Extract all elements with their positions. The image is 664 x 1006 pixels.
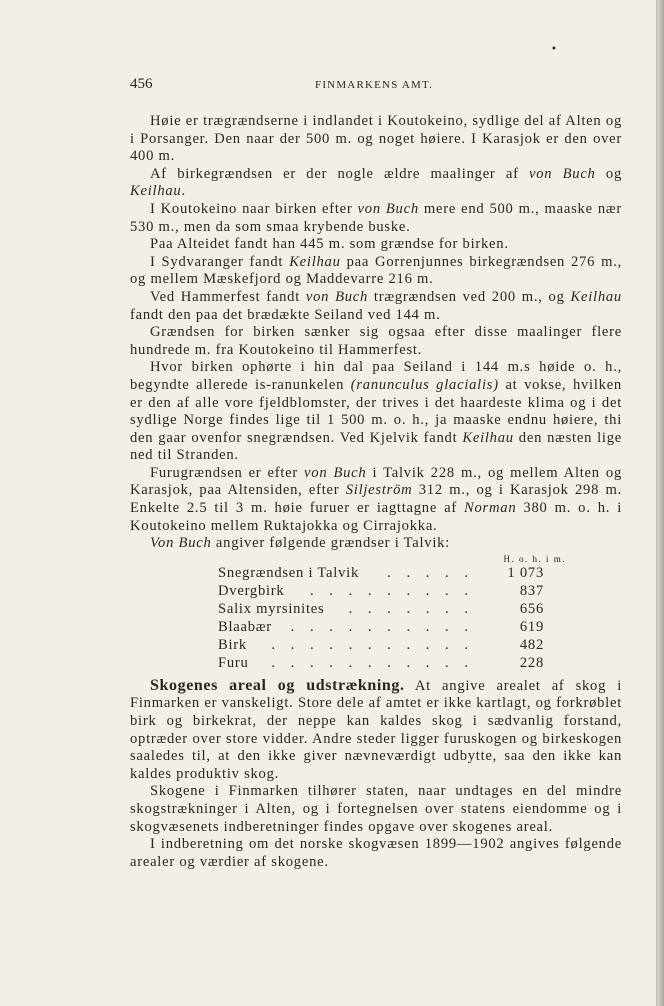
row-leader: . . . . . . . . . . .: [271, 654, 474, 671]
paragraph: Von Buch angiver følgende grændser i Talvik:: [150, 535, 451, 552]
row-leader: . . . . . . .: [348, 600, 474, 617]
italic-name: Norman: [464, 500, 517, 517]
table-row: [218, 637, 544, 655]
row-leader: . . . . . . . . . .: [290, 618, 474, 635]
italic-name: Keilhau: [289, 253, 341, 270]
italic-name: Siljeström: [345, 482, 413, 499]
body-text: [130, 113, 622, 871]
italic-name: Von Buch: [150, 535, 212, 552]
table-row: [218, 565, 544, 583]
paragraph: Grændsen for birken sænker sig ogsaa efter disse maalinger flere hundrede m. fra Koutokeino til Hammerfest.: [130, 324, 622, 358]
paragraph: Hvor birken ophørte i hin dal paa Seiland i 144 m.s høide o. h., begyndte allerede is-ranunkelen (ranunculus glacialis) at vokse, hvilken er den af alle vore fjeldblomster, der trives i det haardeste klima og i det sydlige Norge findes lige til 1 500 m. o. h., ja maaske endnu høiere, thi den gaar ovenfor snegrændsen. Ved Kjelvik fandt Keilhau den næsten lige ned til Stranden.: [130, 359, 622, 464]
row-name: Dvergbirk: [218, 582, 285, 599]
row-name: Snegrændsen i Talvik: [218, 564, 359, 581]
paragraph: Høie er trægrændserne i indlandet i Koutokeino, sydlige del af Alten og i Porsanger. Den naar der 500 m. og noget høiere. I Karasjok er den over 400 m.: [130, 113, 622, 165]
speck: •: [551, 44, 557, 55]
table-unit-header: H. o. h. i m.: [503, 553, 566, 564]
section: [130, 677, 622, 872]
paragraph: I Koutokeino naar birken efter von Buch mere end 500 m., maaske nær 530 m., men da som smaa krybende buske.: [130, 200, 622, 235]
running-title: FINMARKENS AMT.: [315, 79, 434, 91]
italic-name: von Buch: [305, 288, 369, 305]
row-name: Furu: [218, 654, 249, 671]
page-edge: [658, 0, 664, 1006]
paragraph: I Sydvaranger fandt Keilhau paa Gorrenjunnes birkegrændsen 276 m., og mellem Mæskefjord og Maddevarre 216 m.: [130, 253, 623, 288]
italic-name: (ranunculus glacialis): [350, 376, 499, 393]
row-leader: . . . . . . . . . . .: [271, 636, 474, 653]
italic-name: Keilhau: [130, 183, 182, 200]
row-leader: . . . . . . . . .: [309, 582, 474, 599]
row-leader: . . . . .: [387, 564, 474, 581]
paragraph: Skogenes areal og udstrækning. At angive arealet af skog i Finmarken er vanskeligt. Store dele af amtet er ikke kartlagt, og forkrøblet birk og birkekrat, der neppe kan kaldes skog i sædvanlig forstand, optræder over store vidder. Andre steder ligger furuskogen og birkeskogen saaledes til, at den ikke giver nævneværdigt udbytte, saa den ikke kan kaldes produktiv skog.: [130, 676, 623, 782]
paragraph: Skogene i Finmarken tilhører staten, naar undtages en del mindre skogstrækninger i Alten, og i fortegnelsen over statens eiendomme og i skogvæsenets indberetninger findes opgave over skogenes areal.: [130, 783, 622, 835]
row-value: 228: [519, 654, 544, 671]
table-row: [218, 583, 544, 601]
paragraph: Af birkegrændsen er der nogle ældre maalinger af von Buch og Keilhau.: [130, 165, 622, 200]
table-row: [218, 601, 544, 619]
paragraph: Paa Alteidet fandt han 445 m. som grændse for birken.: [150, 236, 509, 253]
row-name: Blaabær: [218, 618, 272, 635]
paragraph: I indberetning om det norske skogvæsen 1899—1902 angives følgende arealer og værdier af skogene.: [130, 836, 622, 870]
italic-name: von Buch: [304, 464, 367, 481]
italic-name: Keilhau: [570, 288, 622, 305]
table-rows: [130, 565, 622, 673]
row-value: 482: [519, 636, 544, 653]
page-number: 456: [130, 76, 153, 92]
row-value: 656: [519, 600, 544, 617]
italic-name: von Buch: [528, 165, 596, 182]
paragraph: Ved Hammerfest fandt von Buch trægrændsen ved 200 m., og Keilhau fandt den paa det brædækte Seiland ved 144 m.: [130, 288, 622, 323]
paragraphs: [130, 113, 622, 553]
row-name: Salix myrsinites: [218, 600, 325, 617]
row-value: 837: [519, 582, 544, 599]
running-header: [130, 76, 556, 96]
row-value: 1 073: [507, 564, 544, 581]
italic-name: von Buch: [357, 200, 419, 217]
grændser-table: [130, 553, 622, 673]
table-row: [218, 655, 544, 673]
row-value: 619: [519, 618, 544, 635]
row-name: Birk: [218, 636, 247, 653]
table-row: [218, 619, 544, 637]
paragraph: Furugrændsen er efter von Buch i Talvik 228 m., og mellem Alten og Karasjok, paa Altensiden, efter Siljeström 312 m., og i Karasjok 298 m. Enkelte 2.5 til 3 m. høie furuer er iagttagne af Norman 380 m. o. h. i Koutokeino mellem Ruktajokka og Cirrajokka.: [130, 464, 622, 534]
section-heading: Skogenes areal og udstrækning.: [150, 676, 405, 694]
italic-name: Keilhau: [462, 429, 514, 446]
